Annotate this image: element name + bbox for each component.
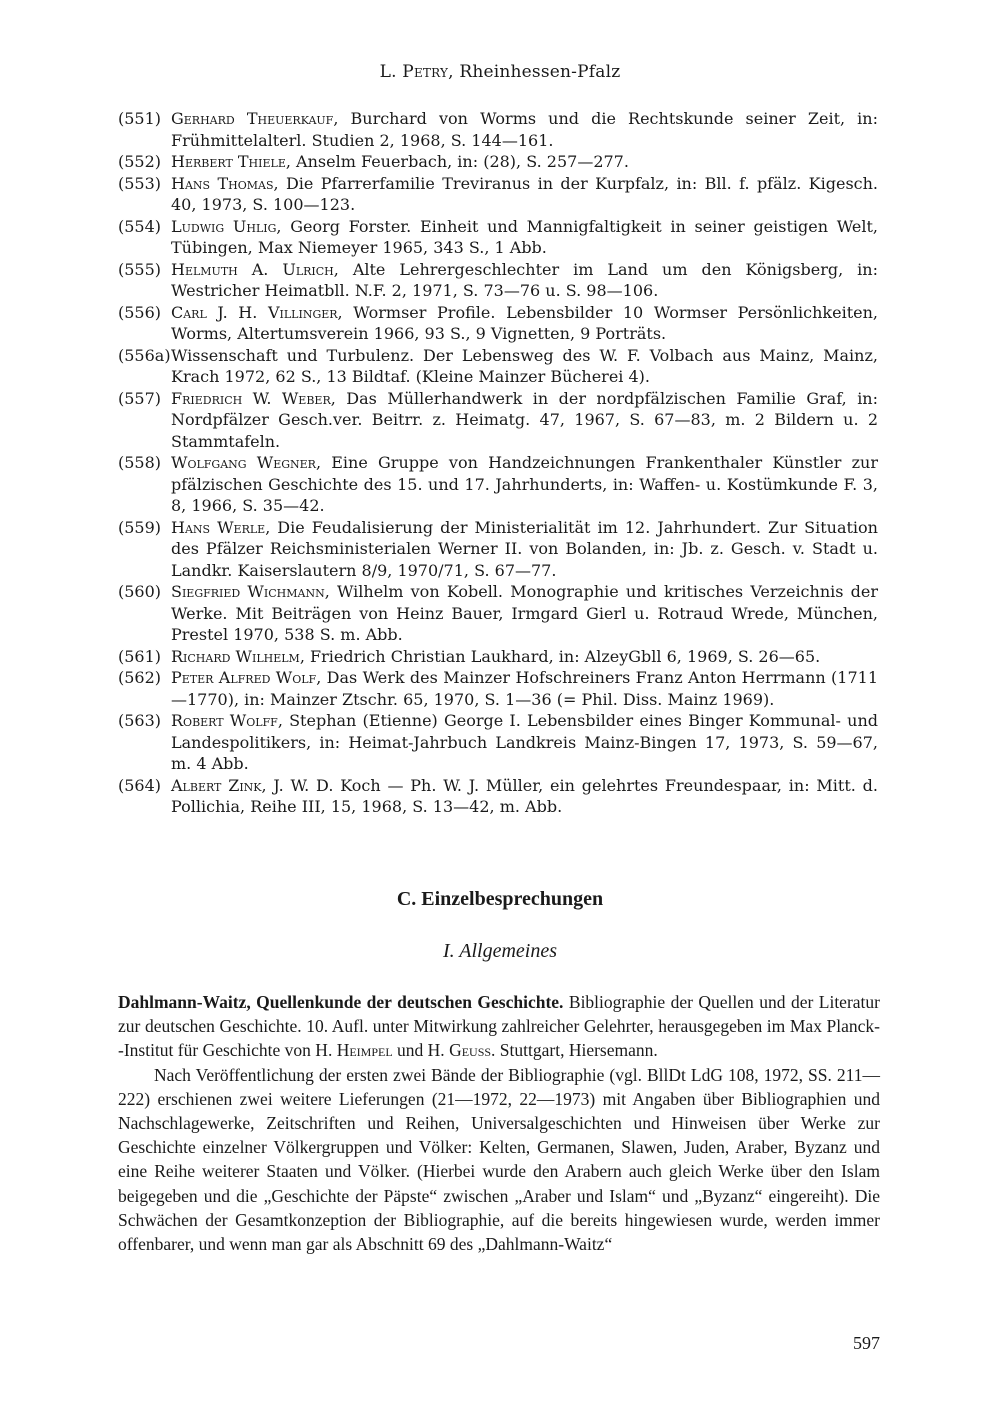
reference-author: Hans Thomas	[171, 173, 274, 193]
running-head-author: L. Petry	[379, 62, 449, 82]
reference-entry	[118, 345, 878, 388]
reference-entry	[118, 302, 878, 345]
reference-author: Ludwig Uhlig	[171, 216, 277, 236]
reference-author: Siegfried Wichmann	[171, 582, 325, 601]
reference-number: (560)	[118, 582, 162, 601]
reference-number: (553)	[118, 173, 162, 193]
review-title: Dahlmann-Waitz, Quellenkunde der deutschen Geschichte.	[118, 992, 564, 1012]
reference-entry	[118, 151, 878, 173]
reference-body: , J. W. D. Koch — Ph. W. J. Müller, ein gelehrtes Freundespaar, in: Mitt. d. Pollichia, Reihe III, 15, 1968, S. 13—42, m. Abb.	[171, 775, 879, 816]
reference-author: Albert Zink	[171, 775, 262, 795]
reference-list	[118, 108, 878, 818]
reference-entry	[118, 259, 878, 302]
reference-author: Peter Alfred Wolf	[171, 668, 317, 687]
reference-body: , Georg Forster. Einheit und Mannigfaltigkeit in seiner geistigen Welt, Tübingen, Max Niemeyer 1965, 343 S., 1 Abb.	[171, 216, 878, 257]
reference-body: , Das Müllerhandwerk in der nordpfälzischen Familie Graf, in: Nordpfälzer Gesch.ver. Beitrr. z. Heimatg. 47, 1967, S. 67—83, m. 2 Bildern u. 2 Stammtafeln.	[171, 388, 879, 451]
reference-number: (563)	[118, 711, 162, 730]
reference-number: (558)	[118, 453, 162, 472]
reference-entry	[118, 388, 878, 453]
reference-number: (557)	[118, 388, 162, 408]
review-body: Nach Veröffentlichung der ersten zwei Bände der Bibliographie (vgl. BllDt LdG 108, 1972, SS. 211—222) erschienen zwei weitere Lieferungen (21—1972, 22—1973) mit Angaben über Bibliographien und Nachschlagewerke, Zeitschriften und Reihen, Universalgeschichten und Hinweisen über Werke zur Geschichte einzelner Völkergruppen und Völker: Kelten, Germanen, Slawen, Juden, Araber, Byzanz und eine Reihe weiterer Staaten und Völker. (Hierbei wurde den Arabern auch gleich Werke über den Islam beigegeben und die „Geschichte der Päpste“ zwischen „Araber und Islam“ und „Byzanz“ eingereiht). Die Schwächen der Gesamtkonzeption der Bibliographie, auf die bereits hingewiesen wurde, werden immer offenbarer, und wenn man gar als Abschnitt 69 des „Dahlmann-Waitz“	[118, 1064, 880, 1255]
reference-text	[171, 775, 878, 818]
page-number: 597	[853, 1333, 880, 1353]
review-citation-part3: . Stuttgart, Hiersemann.	[491, 1040, 658, 1061]
reference-entry	[118, 517, 878, 582]
reference-text	[171, 173, 878, 216]
reference-number: (555)	[118, 259, 162, 279]
reference-text	[171, 646, 878, 668]
reference-text	[171, 345, 878, 388]
reference-text	[171, 259, 878, 302]
reference-body: , Anselm Feuerbach, in: (28), S. 257—277.	[285, 152, 629, 171]
reference-author: Friedrich W. Weber	[171, 388, 331, 408]
reference-author: Gerhard Theuerkauf	[171, 109, 334, 128]
reference-author: Hans Werle	[171, 517, 266, 537]
reference-entry	[118, 646, 878, 668]
reference-entry	[118, 710, 878, 775]
reference-author: Herbert Thiele	[171, 152, 286, 171]
review-citation-part2: und H.	[392, 1040, 450, 1061]
reference-text	[171, 452, 878, 517]
reference-entry	[118, 452, 878, 517]
reference-number: (554)	[118, 216, 162, 236]
reference-author: Helmuth A. Ulrich	[171, 259, 334, 279]
reference-text	[171, 216, 878, 259]
reference-text	[171, 710, 878, 775]
reference-body: , Die Feudalisierung der Ministerialität im 12. Jahrhundert. Zur Situation des Pfälzer Reichsministerialen Werner II. von Bolanden, in: Jb. z. Gesch. v. Stadt u. Landkr. Kaiserslautern 8/9, 1970/71, S. 67—77.	[171, 517, 878, 580]
reference-text	[171, 581, 878, 646]
reference-body: , Wilhelm von Kobell. Monographie und kritisches Verzeichnis der Werke. Mit Beiträgen von Heinz Bauer, Irmgard Gierl u. Rotraud Wrede, München, Prestel 1970, 538 S. m. Abb.	[171, 582, 879, 644]
review-editor-2: Geuss	[449, 1040, 492, 1061]
reference-body: , Das Werk des Mainzer Hofschreiners Franz Anton Herrmann (1711—1770), in: Mainzer Ztschr. 65, 1970, S. 1—36 (= Phil. Diss. Mainz 1969).	[171, 668, 879, 709]
reference-entry	[118, 216, 878, 259]
reference-author: Richard Wilhelm	[171, 646, 300, 666]
running-head-title: , Rheinhessen-Pfalz	[448, 62, 621, 82]
reference-number: (559)	[118, 517, 162, 537]
review-entry	[118, 990, 880, 1256]
reference-number: (564)	[118, 775, 162, 795]
reference-text	[171, 302, 878, 345]
subsection-title: I. Allgemeines	[442, 940, 558, 962]
reference-number: (561)	[118, 646, 162, 666]
reference-text	[171, 667, 878, 710]
reference-text	[171, 108, 878, 151]
reference-body: , Alte Lehrergeschlechter im Land um den Königsberg, in: Westricher Heimatbll. N.F. 2, 1971, S. 73—76 u. S. 98—106.	[171, 259, 878, 300]
reference-entry	[118, 581, 878, 646]
reference-body: , Burchard von Worms und die Rechtskunde seiner Zeit, in: Frühmittelalterl. Studien 2, 1968, S. 144—161.	[171, 109, 878, 150]
reference-text	[171, 517, 878, 582]
reference-body: , Eine Gruppe von Handzeichnungen Frankenthaler Künstler zur pfälzischen Geschichte des 15. und 17. Jahrhunderts, in: Waffen- u. Kostümkunde F. 3, 8, 1966, S. 35—42.	[171, 453, 878, 515]
reference-number: (556)	[118, 302, 162, 322]
reference-entry	[118, 667, 878, 710]
reference-body: , Friedrich Christian Laukhard, in: AlzeyGbll 6, 1969, S. 26—65.	[299, 646, 821, 666]
reference-author: Wolfgang Wegner	[171, 453, 316, 472]
reference-body: , Stephan (Etienne) George I. Lebensbilder eines Binger Kommunal- und Landespolitikers, in: Heimat-Jahrbuch Landkreis Mainz-Bingen 17, 1973, S. 59—67, m. 4 Abb.	[171, 711, 878, 773]
reference-body: , Die Pfarrerfamilie Treviranus in der Kurpfalz, in: Bll. f. pfälz. Kigesch. 40, 1973, S. 100—123.	[171, 173, 879, 214]
review-editor-1: Heimpel	[336, 1040, 393, 1061]
review-citation	[118, 990, 880, 1063]
review-citation-part1: Bibliographie der Quellen und der Literatur zur deutschen Geschichte. 10. Aufl. unter Mitwirkung zahlreicher Gelehrter, herausgegeben im Max Planck--Institut für Geschichte von H.	[118, 992, 880, 1061]
reference-text	[171, 151, 878, 173]
section-title: C. Einzelbesprechungen	[396, 888, 604, 910]
reference-number: (552)	[118, 152, 162, 171]
reference-body: , Wormser Profile. Lebensbilder 10 Wormser Persönlichkeiten, Worms, Altertumsverein 1966, 93 S., 9 Vignetten, 9 Porträts.	[171, 302, 878, 343]
reference-text	[171, 388, 878, 453]
reference-number: (562)	[118, 668, 162, 687]
reference-body: Wissenschaft und Turbulenz. Der Lebensweg des W. F. Volbach aus Mainz, Mainz, Krach 1972, 62 S., 13 Bildtaf. (Kleine Mainzer Bücherei 4).	[171, 345, 878, 386]
reference-author: Carl J. H. Villinger	[171, 302, 338, 322]
running-head	[0, 62, 1000, 82]
reference-number: (556a)	[118, 345, 171, 365]
reference-number: (551)	[118, 109, 162, 128]
reference-entry	[118, 173, 878, 216]
reference-entry	[118, 775, 878, 818]
reference-entry	[118, 108, 878, 151]
reference-author: Robert Wolff	[171, 711, 278, 730]
